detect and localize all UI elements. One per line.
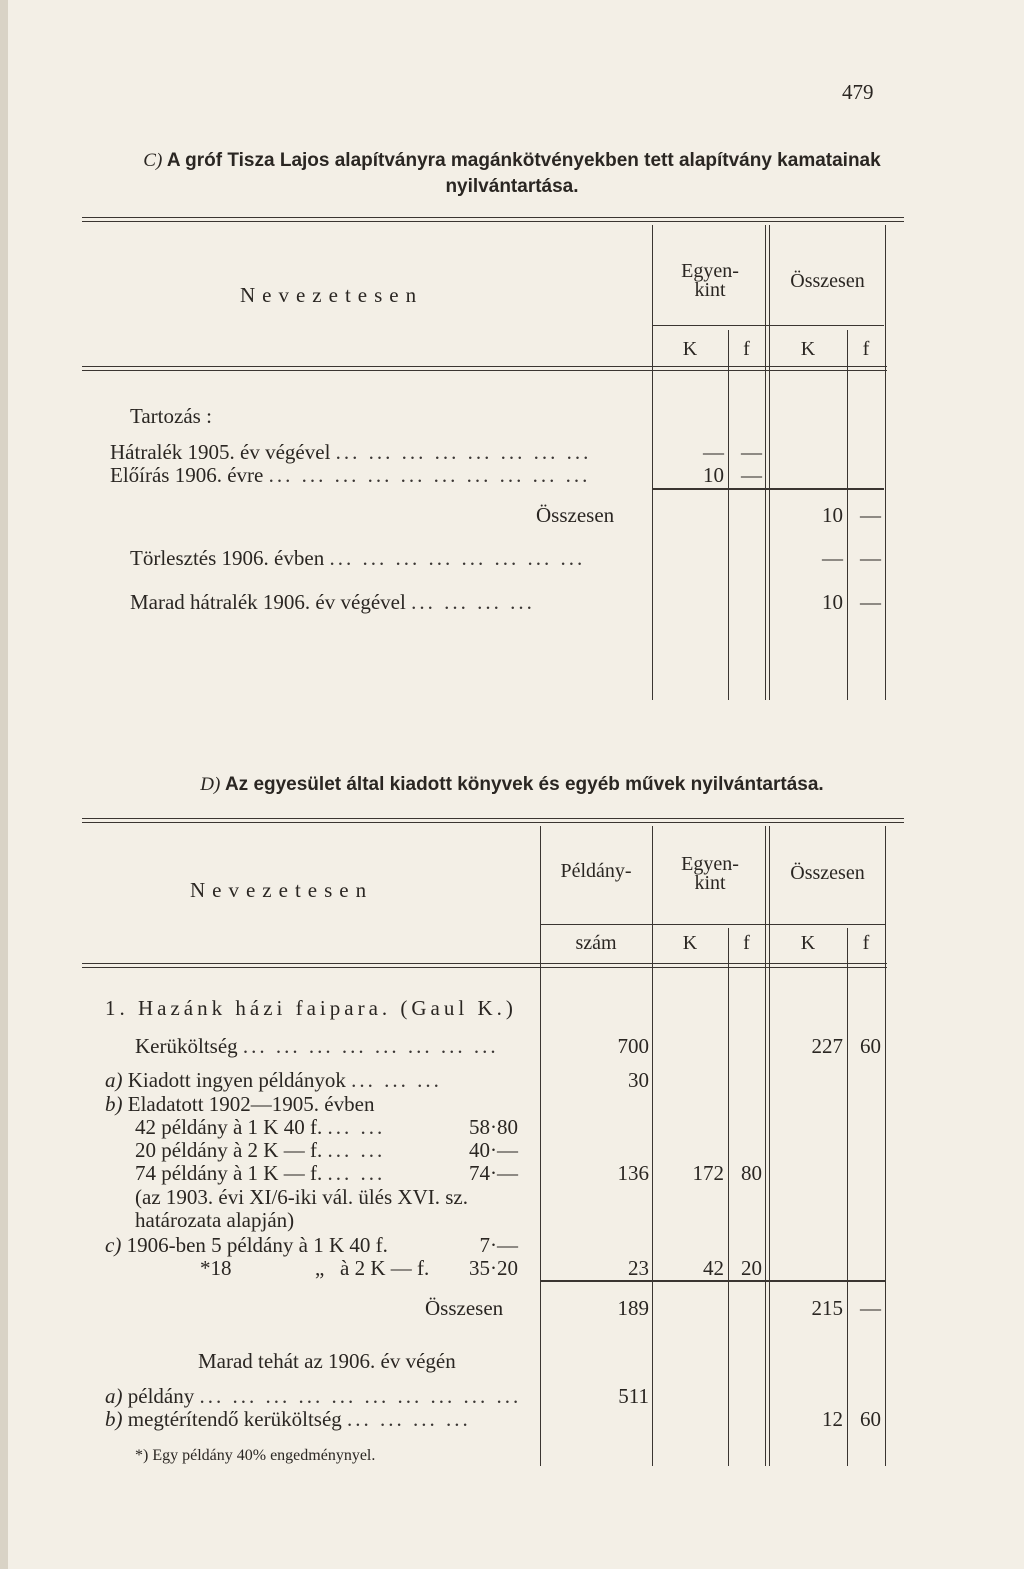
section-d-title (0, 774, 1024, 796)
row-label: 74 példány à 1 K — f. (135, 1161, 323, 1185)
cell-k: 12 (822, 1407, 843, 1431)
row-b1 (135, 1115, 385, 1140)
cell-subtotal: 74·— (469, 1161, 518, 1185)
leader-dots: ... ... ... ... ... ... ... ... ... ... (268, 463, 591, 487)
row-osszesen-label: Összesen (425, 1296, 504, 1320)
cell-k: 42 (703, 1256, 724, 1280)
col-header-k: K (682, 932, 698, 954)
col-header-egyenkint (660, 262, 760, 300)
cell-f: — (741, 463, 762, 487)
leader-dots: ... ... ... ... ... ... ... ... ... ... (199, 1384, 522, 1408)
row-b4: (az 1903. évi XI/6-iki vál. ülés XVI. sz. (135, 1185, 468, 1209)
row-b (105, 1092, 374, 1117)
cell-f: 80 (741, 1161, 762, 1185)
cell-k: 10 (703, 463, 724, 487)
cell-f: 60 (860, 1407, 881, 1431)
cell-k: 172 (692, 1161, 724, 1185)
row-b2 (135, 1138, 385, 1163)
item-marker: b) (105, 1092, 123, 1116)
table-d-col-divider (885, 826, 886, 1466)
cell-f: 20 (741, 1256, 762, 1280)
row-torlesztes (130, 546, 585, 571)
col-header-egyenkint-2: kint (694, 872, 726, 894)
row-label: Előírás 1906. évre (110, 463, 264, 487)
leader-dots: ... ... ... ... (347, 1407, 471, 1431)
section-d-title-text: Az egyesület által kiadott könyvek és egyéb művek nyilvántartása. (224, 774, 824, 795)
row-c2-count: *18 (200, 1256, 232, 1280)
col-header-egyenkint (660, 855, 760, 893)
cell-f: — (860, 546, 881, 570)
table-d-col-divider (765, 826, 766, 1466)
item-marker: a) (105, 1068, 123, 1092)
row-b5: határozata alapján) (135, 1208, 295, 1232)
table-c-col-divider (769, 225, 770, 700)
col-header-szam: szám (575, 932, 617, 954)
row-osszesen-label: Összesen (536, 503, 615, 527)
cell-subtotal: 7·— (479, 1233, 518, 1257)
leader-dots: ... ... ... ... ... ... ... ... (335, 440, 592, 464)
row-label: példány (127, 1384, 195, 1408)
table-d-top-rule (82, 818, 904, 819)
leader-dots: ... ... ... ... (411, 590, 535, 614)
section-c-letter: C) (143, 150, 163, 171)
row-label: Hátralék 1905. év végével (110, 440, 331, 464)
row-kerulkoltseg (135, 1034, 499, 1059)
col-header-osszesen: Összesen (790, 862, 865, 884)
row-c2-price: à 2 K — f. (340, 1256, 430, 1280)
row-label: Marad hátralék 1906. év végével (130, 590, 406, 614)
col-header-k: K (800, 338, 816, 360)
leader-dots: ... ... (327, 1138, 386, 1162)
table-c-col-divider (765, 225, 766, 700)
col-header-k: K (800, 932, 816, 954)
label-tartozas: Tartozás : (130, 404, 212, 428)
cell-szam: 30 (628, 1068, 649, 1092)
row-marad-label: Marad tehát az 1906. év végén (198, 1349, 456, 1373)
table-d-subheader-rule (540, 924, 885, 925)
table-c-subheader-rule (652, 325, 884, 326)
row-label: 20 példány à 2 K — f. (135, 1138, 323, 1162)
book-title: 1. Hazánk házi faipara. (Gaul K.) (105, 996, 517, 1020)
row-c2-ditto: „ (315, 1256, 325, 1280)
cell-k: — (822, 546, 843, 570)
item-marker: c) (105, 1233, 122, 1257)
item-marker: b) (105, 1407, 123, 1431)
col-header-f: f (743, 338, 750, 360)
row-label: Eladatott 1902—1905. évben (127, 1092, 375, 1116)
table-d-col-divider (847, 928, 848, 1466)
cell-k: 10 (822, 503, 843, 527)
cell-szam: 189 (617, 1296, 649, 1320)
cell-f: 60 (860, 1034, 881, 1058)
table-d-col-divider (652, 826, 653, 1466)
row-a (105, 1068, 442, 1093)
table-d-header-rule (82, 963, 887, 964)
leader-dots: ... ... (327, 1115, 386, 1139)
cell-szam: 700 (617, 1034, 649, 1058)
cell-subtotal: 35·20 (469, 1256, 518, 1280)
row-marad-a (105, 1384, 521, 1409)
cell-subtotal: 58·80 (469, 1115, 518, 1139)
cell-szam: 511 (618, 1384, 649, 1408)
row-label: 1906-ben 5 példány à 1 K 40 f. (126, 1233, 388, 1257)
cell-k: — (703, 440, 724, 464)
row-label: Kiadott ingyen példányok (127, 1068, 346, 1092)
col-header-osszesen: Összesen (790, 270, 865, 292)
section-c-title-line2: nyilvántartása. (445, 176, 579, 197)
row-hatralek (110, 440, 591, 465)
col-header-nevezetesen: Nevezetesen (190, 878, 374, 902)
cell-szam: 23 (628, 1256, 649, 1280)
col-header-nevezetesen: Nevezetesen (240, 283, 424, 307)
item-marker: a) (105, 1384, 123, 1408)
section-c-title-line1 (0, 150, 1024, 172)
leader-dots: ... ... ... ... ... ... ... ... (242, 1034, 499, 1058)
col-header-egyenkint-2: kint (694, 279, 726, 301)
leader-dots: ... ... ... (351, 1068, 442, 1092)
cell-szam: 136 (617, 1161, 649, 1185)
row-marad (130, 590, 535, 615)
leader-dots: ... ... (327, 1161, 386, 1185)
table-c-sum-rule (652, 488, 884, 490)
table-d-top-rule-2 (82, 822, 904, 823)
table-c-top-rule-2 (82, 221, 904, 222)
section-c-title-text: A gróf Tisza Lajos alapítványra magánkötvényekben tett alapítvány kamatainak (166, 150, 881, 171)
col-header-f: f (862, 932, 870, 954)
col-header-f: f (743, 932, 750, 954)
cell-subtotal: 40·— (469, 1138, 518, 1162)
col-header-egyenkint-1: Egyen- (681, 853, 739, 875)
row-label: megtérítendő kerüköltség (127, 1407, 342, 1431)
leader-dots: ... ... ... ... ... ... ... ... (329, 546, 586, 570)
table-d-col-divider (540, 826, 541, 1466)
cell-f: — (860, 1296, 881, 1320)
cell-k: 215 (811, 1296, 843, 1320)
table-c-col-divider (885, 225, 886, 700)
cell-f: — (860, 503, 881, 527)
cell-k: 227 (811, 1034, 843, 1058)
row-eloiras (110, 463, 590, 488)
table-c-col-divider (728, 330, 729, 700)
row-b3 (135, 1161, 385, 1186)
col-header-egyenkint-1: Egyen- (681, 260, 739, 282)
section-d-letter: D) (200, 774, 221, 795)
table-d-col-divider (728, 928, 729, 1466)
col-header-peldany: Példány- (560, 860, 632, 882)
table-d-col-divider (769, 826, 770, 1466)
row-c1 (105, 1233, 388, 1258)
cell-k: 10 (822, 590, 843, 614)
page-number: 479 (842, 80, 874, 104)
table-c-top-rule (82, 217, 904, 218)
footnote: *) Egy példány 40% engedménynyel. (135, 1447, 376, 1464)
row-marad-b (105, 1407, 471, 1432)
col-header-k: K (682, 338, 698, 360)
row-label: 42 példány à 1 K 40 f. (135, 1115, 323, 1139)
table-c-header-rule (82, 366, 887, 367)
cell-f: — (741, 440, 762, 464)
row-label: Kerüköltség (135, 1034, 238, 1058)
row-label: Törlesztés 1906. évben (130, 546, 325, 570)
cell-f: — (860, 590, 881, 614)
table-d-header-rule-2 (82, 967, 887, 968)
table-c-header-rule-2 (82, 370, 887, 371)
col-header-f: f (862, 338, 870, 360)
